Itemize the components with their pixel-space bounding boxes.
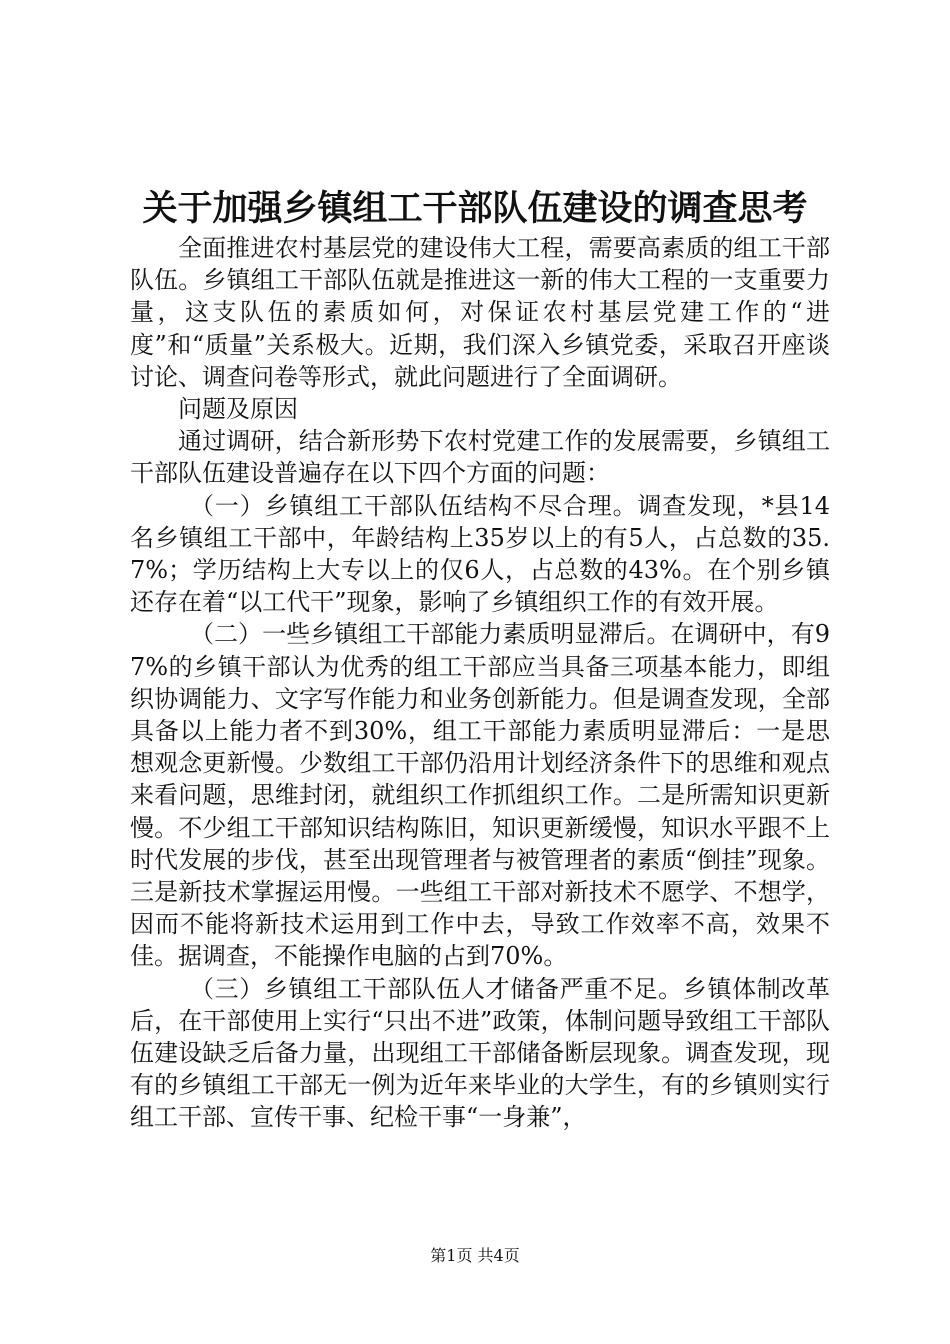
page-footer: 第1页 共4页 <box>430 1246 520 1265</box>
problem-three-paragraph: （三）乡镇组工干部队伍人才储备严重不足。乡镇体制改革后，在干部使用上实行“只出不进”政策，体制问题导致组工干部队伍建设缺乏后备力量，出现组工干部储备断层现象。调查发现，现有的乡镇组工干部无一例为近年来毕业的大学生，有的乡镇则实行组工干部、宣传干事、纪检干事“一身兼”， <box>130 974 830 1132</box>
intro-paragraph: 全面推进农村基层党的建设伟大工程，需要高素质的组工干部队伍。乡镇组工干部队伍就是推进这一新的伟大工程的一支重要力量，这支队伍的素质如何，对保证农村基层党建工作的“进度”和“质量”关系极大。近期，我们深入乡镇党委，采取召开座谈讨论、调查问卷等形式，就此问题进行了全面调研。 <box>130 234 830 391</box>
summary-paragraph: 通过调研，结合新形势下农村党建工作的发展需要，乡镇组工干部队伍建设普遍存在以下四个方面的问题： <box>130 427 830 488</box>
document-body <box>130 232 830 1134</box>
section-heading: 问题及原因 <box>178 395 298 424</box>
problem-two-paragraph: （二）一些乡镇组工干部能力素质明显滞后。在调研中，有97%的乡镇干部认为优秀的组工干部应当具备三项基本能力，即组织协调能力、文字写作能力和业务创新能力。但是调查发现，全部具备以上能力者不到30%，组工干部能力素质明显滞后：一是思想观念更新慢。少数组工干部仍沿用计划经济条件下的思维和观点来看问题，思维封闭，就组织工作抓组织工作。二是所需知识更新慢。不少组工干部知识结构陈旧，知识更新缓慢，知识水平跟不上时代发展的步伐，甚至出现管理者与被管理者的素质“倒挂”现象。三是新技术掌握运用慢。一些组工干部对新技术不愿学、不想学，因而不能将新技术运用到工作中去，导致工作效率不高，效果不佳。据调查，不能操作电脑的占到70%。 <box>130 620 830 971</box>
problem-one-paragraph: （一）乡镇组工干部队伍结构不尽合理。调查发现，*县14名乡镇组工干部中，年龄结构上35岁以上的有5人，占总数的35.7%；学历结构上大专以上的仅6人，占总数的43%。在个别乡镇还存在着“以工代干”现象，影响了乡镇组织工作的有效开展。 <box>130 491 830 617</box>
document-title: 关于加强乡镇组工干部队伍建设的调查思考 <box>142 188 808 229</box>
